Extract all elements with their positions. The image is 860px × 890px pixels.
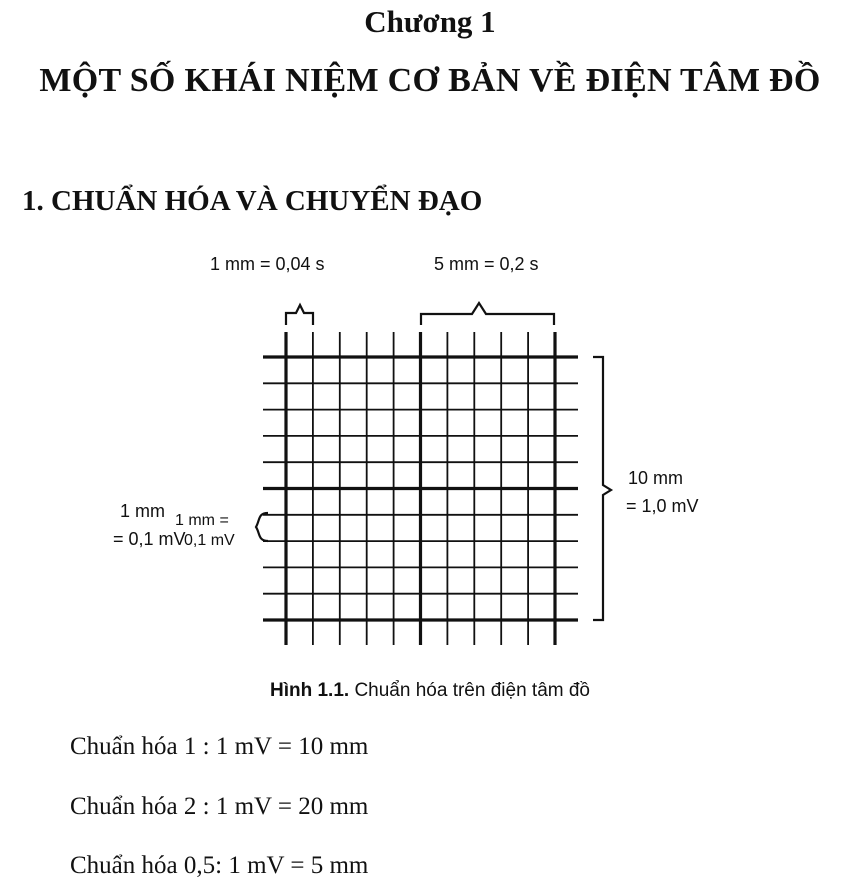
overlap-label-line2: 0,1 mV (184, 532, 235, 549)
overlap-label-line1: 1 mm = (175, 512, 229, 529)
chapter-heading: Chương 1 (364, 4, 496, 39)
ecg-grid (263, 332, 578, 645)
section-heading: 1. CHUẨN HÓA VÀ CHUYỂN ĐẠO (22, 185, 483, 217)
big-voltage-label-line2: = 1,0 mV (626, 496, 699, 516)
big-time-brace (421, 303, 554, 325)
page-title: MỘT SỐ KHÁI NIỆM CƠ BẢN VỀ ĐIỆN TÂM ĐỒ (39, 62, 821, 99)
big-time-label: 5 mm = 0,2 s (434, 254, 539, 274)
caption-text: Chuẩn hóa trên điện tâm đồ (349, 680, 591, 701)
caption-label: Hình 1.1. (269, 680, 350, 701)
small-time-label: 1 mm = 0,04 s (210, 254, 325, 274)
figure-caption (0, 680, 860, 702)
small-time-brace (286, 305, 313, 325)
big-voltage-label-line1: 10 mm (628, 468, 684, 488)
big-voltage-brace (593, 357, 611, 620)
standardization-line-2: Chuẩn hóa 2 : 1 mV = 20 mm (70, 793, 369, 820)
small-voltage-brace (256, 513, 268, 541)
standardization-line-1: Chuẩn hóa 1 : 1 mV = 10 mm (70, 733, 369, 760)
standardization-line-3: Chuẩn hóa 0,5: 1 mV = 5 mm (70, 852, 369, 879)
small-voltage-label-line2: = 0,1 mV (113, 529, 186, 549)
small-voltage-label-line1: 1 mm (120, 501, 165, 521)
